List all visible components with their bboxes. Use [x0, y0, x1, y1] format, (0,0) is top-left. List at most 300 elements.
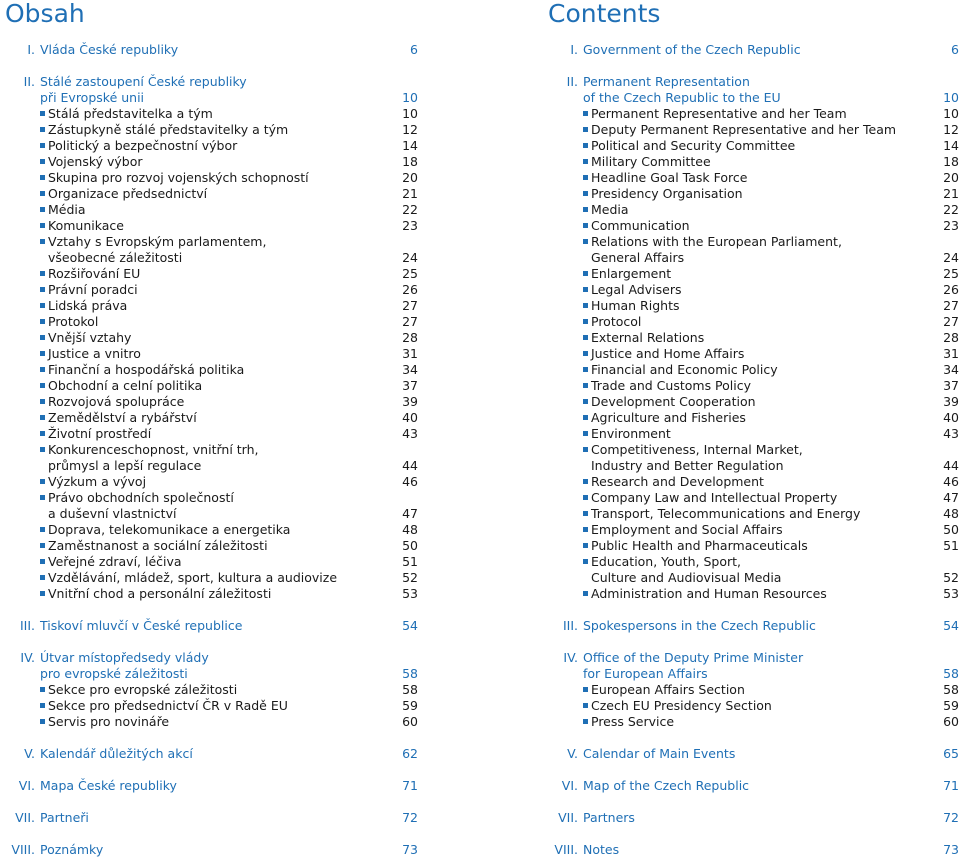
toc-section-entry[interactable]	[548, 42, 959, 58]
page-number: 12	[943, 122, 959, 137]
toc-subsection-entry[interactable]	[548, 522, 959, 538]
toc-subsection-entry[interactable]	[548, 362, 959, 378]
subsection-title: Zástupkyně stálé představitelky a tým	[48, 122, 289, 137]
toc-subsection-entry[interactable]	[548, 330, 959, 346]
toc-section-entry[interactable]	[5, 810, 418, 826]
page-number: 54	[943, 618, 959, 633]
toc-subsection-entry[interactable]	[548, 186, 959, 202]
page-number: 59	[943, 698, 959, 713]
bullet-square-icon	[40, 479, 45, 484]
subsection-title: External Relations	[591, 330, 705, 345]
toc-subsection-entry[interactable]	[548, 202, 959, 218]
page-number: 72	[402, 810, 418, 825]
toc-subsection-entry[interactable]	[548, 490, 959, 506]
bullet-square-icon	[583, 399, 588, 404]
subsection-title: Média	[48, 202, 86, 217]
toc-section-entry[interactable]	[548, 666, 959, 682]
toc-subsection-entry[interactable]	[548, 282, 959, 298]
toc-subsection-entry[interactable]	[548, 170, 959, 186]
toc-subsection-entry[interactable]	[548, 218, 959, 234]
page-number: 44	[402, 458, 418, 473]
toc-section-entry[interactable]	[5, 746, 418, 762]
bullet-square-icon	[40, 335, 45, 340]
toc-section-entry[interactable]	[548, 842, 959, 858]
toc-subsection-entry[interactable]	[5, 154, 418, 170]
toc-subsection-entry[interactable]	[548, 538, 959, 554]
subsection-title: Media	[591, 202, 629, 217]
section-title: Poznámky	[40, 842, 104, 857]
page-number: 65	[943, 746, 959, 761]
subsection-title: Education, Youth, Sport,	[591, 554, 742, 569]
page-number: 14	[402, 138, 418, 153]
bullet-square-icon	[583, 127, 588, 132]
subsection-title: Legal Advisers	[591, 282, 682, 297]
bullet-square-icon	[40, 111, 45, 116]
bullet-square-icon	[40, 303, 45, 308]
toc-subsection-entry[interactable]	[5, 330, 418, 346]
section-title: Stálé zastoupení České republiky	[40, 74, 247, 89]
bullet-square-icon	[40, 127, 45, 132]
page-number: 25	[402, 266, 418, 281]
page-number: 58	[402, 682, 418, 697]
bullet-square-icon	[40, 159, 45, 164]
toc-subsection-entry[interactable]	[548, 266, 959, 282]
toc-subsection-entry[interactable]	[5, 682, 418, 698]
page-number: 31	[402, 346, 418, 361]
bullet-square-icon	[583, 479, 588, 484]
bullet-square-icon	[583, 687, 588, 692]
section-number: II.	[23, 74, 35, 89]
section-title: Government of the Czech Republic	[583, 42, 801, 57]
toc-section-entry[interactable]	[5, 778, 418, 794]
bullet-square-icon	[40, 351, 45, 356]
subsection-title: Komunikace	[48, 218, 124, 233]
toc-subsection-entry[interactable]	[548, 378, 959, 394]
toc-subsection-entry[interactable]	[5, 426, 418, 442]
page-number: 47	[402, 506, 418, 521]
section-number: I.	[570, 42, 578, 57]
subsection-title: a duševní vlastnictví	[48, 506, 177, 521]
toc-subsection-entry[interactable]	[5, 698, 418, 714]
page-number: 37	[402, 378, 418, 393]
section-number: I.	[27, 42, 35, 57]
subsection-title: Czech EU Presidency Section	[591, 698, 772, 713]
subsection-title: Rozšiřování EU	[48, 266, 141, 281]
bullet-square-icon	[583, 143, 588, 148]
bullet-square-icon	[40, 415, 45, 420]
bullet-square-icon	[40, 223, 45, 228]
subsection-title: Justice and Home Affairs	[591, 346, 745, 361]
page-number: 6	[410, 42, 418, 57]
section-title: Kalendář důležitých akcí	[40, 746, 193, 761]
bullet-square-icon	[40, 431, 45, 436]
toc-subsection-entry[interactable]	[5, 314, 418, 330]
page-number: 50	[402, 538, 418, 553]
bullet-square-icon	[583, 543, 588, 548]
bullet-square-icon	[583, 223, 588, 228]
toc-subsection-entry[interactable]	[5, 490, 418, 506]
toc-subsection-entry[interactable]	[5, 282, 418, 298]
page-number: 25	[943, 266, 959, 281]
page-number: 6	[951, 42, 959, 57]
subsection-title: Právní poradci	[48, 282, 138, 297]
bullet-square-icon	[583, 383, 588, 388]
bullet-square-icon	[40, 575, 45, 580]
toc-subsection-entry[interactable]	[5, 202, 418, 218]
page-number: 21	[943, 186, 959, 201]
subsection-title: Právo obchodních společností	[48, 490, 234, 505]
toc-subsection-entry[interactable]	[548, 138, 959, 154]
toc-subsection-entry[interactable]	[5, 250, 418, 266]
subsection-title: Communication	[591, 218, 690, 233]
toc-subsection-entry[interactable]	[5, 362, 418, 378]
toc-section-entry[interactable]	[548, 810, 959, 826]
page-number: 47	[943, 490, 959, 505]
subsection-title: Employment and Social Affairs	[591, 522, 783, 537]
subsection-title: Obchodní a celní politika	[48, 378, 203, 393]
page-number: 58	[943, 682, 959, 697]
subsection-title: Organizace předsednictví	[48, 186, 208, 201]
bullet-square-icon	[583, 703, 588, 708]
subsection-title: Stálá představitelka a tým	[48, 106, 213, 121]
page-number: 28	[943, 330, 959, 345]
section-number: VIII.	[11, 842, 35, 857]
toc-subsection-entry[interactable]	[5, 410, 418, 426]
toc-subsection-entry[interactable]	[5, 554, 418, 570]
page-number: 14	[943, 138, 959, 153]
bullet-square-icon	[583, 351, 588, 356]
toc-subsection-entry[interactable]	[548, 346, 959, 362]
bullet-square-icon	[583, 287, 588, 292]
bullet-square-icon	[583, 271, 588, 276]
bullet-square-icon	[583, 239, 588, 244]
toc-section-entry[interactable]	[548, 74, 959, 90]
bullet-square-icon	[583, 511, 588, 516]
page-number: 73	[402, 842, 418, 857]
page-number: 18	[402, 154, 418, 169]
section-title: Mapa České republiky	[40, 778, 177, 793]
page-number: 26	[402, 282, 418, 297]
page-number: 60	[402, 714, 418, 729]
toc-subsection-entry[interactable]	[548, 474, 959, 490]
page-number: 73	[943, 842, 959, 857]
section-number: II.	[566, 74, 578, 89]
bullet-square-icon	[583, 303, 588, 308]
toc-subsection-entry[interactable]	[5, 106, 418, 122]
bullet-square-icon	[40, 399, 45, 404]
section-title: při Evropské unii	[40, 90, 145, 105]
page-number: 58	[943, 666, 959, 681]
toc-subsection-entry[interactable]	[548, 458, 959, 474]
toc-section-entry[interactable]	[5, 842, 418, 858]
subsection-title: Lidská práva	[48, 298, 128, 313]
page-number: 48	[943, 506, 959, 521]
bullet-square-icon	[583, 559, 588, 564]
toc-subsection-entry[interactable]	[548, 250, 959, 266]
section-title: Partners	[583, 810, 635, 825]
toc-section-entry[interactable]	[5, 650, 418, 666]
section-number: VIII.	[554, 842, 578, 857]
toc-subsection-entry[interactable]	[548, 394, 959, 410]
section-title: Notes	[583, 842, 620, 857]
section-title: Map of the Czech Republic	[583, 778, 750, 793]
subsection-title: Konkurenceschopnost, vnitřní trh,	[48, 442, 259, 457]
toc-subsection-entry[interactable]	[548, 682, 959, 698]
toc-subsection-entry[interactable]	[5, 586, 418, 602]
page-number: 53	[943, 586, 959, 601]
toc-subsection-entry[interactable]	[548, 106, 959, 122]
page-number: 71	[943, 778, 959, 793]
subsection-title: Doprava, telekomunikace a energetika	[48, 522, 291, 537]
subsection-title: Vojenský výbor	[48, 154, 143, 169]
toc-section-entry[interactable]	[548, 778, 959, 794]
subsection-title: Veřejné zdraví, léčiva	[48, 554, 182, 569]
subsection-title: Transport, Telecommunications and Energy	[591, 506, 861, 521]
subsection-title: Deputy Permanent Representative and her Team	[591, 122, 897, 137]
bullet-square-icon	[40, 447, 45, 452]
toc-heading: Obsah	[5, 0, 85, 28]
page-number: 27	[402, 298, 418, 313]
toc-subsection-entry[interactable]	[548, 714, 959, 730]
bullet-square-icon	[40, 495, 45, 500]
bullet-square-icon	[583, 431, 588, 436]
bullet-square-icon	[40, 271, 45, 276]
subsection-title: Výzkum a vývoj	[48, 474, 147, 489]
section-title: Tiskoví mluvčí v České republice	[40, 618, 243, 633]
page-number: 44	[943, 458, 959, 473]
toc-subsection-entry[interactable]	[548, 410, 959, 426]
subsection-title: Company Law and Intellectual Property	[591, 490, 838, 505]
toc-section-entry[interactable]	[5, 618, 418, 634]
bullet-square-icon	[583, 719, 588, 724]
section-number: IV.	[563, 650, 578, 665]
toc-section-entry[interactable]	[5, 90, 418, 106]
page-number: 40	[943, 410, 959, 425]
page-number: 58	[402, 666, 418, 681]
bullet-square-icon	[40, 591, 45, 596]
subsection-title: Human Rights	[591, 298, 680, 313]
subsection-title: průmysl a lepší regulace	[48, 458, 202, 473]
section-title: for European Affairs	[583, 666, 708, 681]
bullet-square-icon	[40, 559, 45, 564]
toc-section-entry[interactable]	[5, 666, 418, 682]
toc-subsection-entry[interactable]	[5, 234, 418, 250]
page-number: 43	[943, 426, 959, 441]
page-number: 59	[402, 698, 418, 713]
subsection-title: Competitiveness, Internal Market,	[591, 442, 803, 457]
page-number: 10	[943, 106, 959, 121]
toc-subsection-entry[interactable]	[548, 234, 959, 250]
toc-subsection-entry[interactable]	[548, 122, 959, 138]
subsection-title: Finanční a hospodářská politika	[48, 362, 245, 377]
subsection-title: Financial and Economic Policy	[591, 362, 778, 377]
section-title: Office of the Deputy Prime Minister	[583, 650, 804, 665]
bullet-square-icon	[40, 543, 45, 548]
page-number: 23	[943, 218, 959, 233]
bullet-square-icon	[583, 591, 588, 596]
subsection-title: Permanent Representative and her Team	[591, 106, 847, 121]
bullet-square-icon	[40, 287, 45, 292]
toc-subsection-entry[interactable]	[5, 346, 418, 362]
page-number: 23	[402, 218, 418, 233]
subsection-title: Zemědělství a rybářství	[48, 410, 197, 425]
bullet-square-icon	[40, 527, 45, 532]
page-number: 28	[402, 330, 418, 345]
page-number: 24	[402, 250, 418, 265]
page-number: 50	[943, 522, 959, 537]
bullet-square-icon	[583, 415, 588, 420]
bullet-square-icon	[583, 527, 588, 532]
bullet-square-icon	[40, 239, 45, 244]
subsection-title: European Affairs Section	[591, 682, 745, 697]
page-number: 22	[402, 202, 418, 217]
subsection-title: Protokol	[48, 314, 99, 329]
toc-section-entry[interactable]	[548, 746, 959, 762]
toc-subsection-entry[interactable]	[5, 394, 418, 410]
page-number: 12	[402, 122, 418, 137]
page-number: 34	[402, 362, 418, 377]
bullet-square-icon	[40, 175, 45, 180]
toc-section-entry[interactable]	[548, 618, 959, 634]
subsection-title: všeobecné záležitosti	[48, 250, 183, 265]
toc-subsection-entry[interactable]	[548, 698, 959, 714]
subsection-title: Vztahy s Evropským parlamentem,	[48, 234, 267, 249]
toc-subsection-entry[interactable]	[5, 538, 418, 554]
toc-subsection-entry[interactable]	[548, 314, 959, 330]
toc-section-entry[interactable]	[548, 650, 959, 666]
subsection-title: Politický a bezpečnostní výbor	[48, 138, 238, 153]
section-title: Calendar of Main Events	[583, 746, 736, 761]
page-number: 31	[943, 346, 959, 361]
subsection-title: Industry and Better Regulation	[591, 458, 784, 473]
page-number: 46	[943, 474, 959, 489]
bullet-square-icon	[40, 703, 45, 708]
section-number: VII.	[558, 810, 578, 825]
page-number: 39	[943, 394, 959, 409]
toc-subsection-entry[interactable]	[548, 298, 959, 314]
subsection-title: Vzdělávání, mládež, sport, kultura a audiovize	[48, 570, 338, 585]
page-number: 53	[402, 586, 418, 601]
bullet-square-icon	[583, 495, 588, 500]
subsection-title: Vnitřní chod a personální záležitosti	[48, 586, 272, 601]
toc-subsection-entry[interactable]	[548, 154, 959, 170]
page-number: 40	[402, 410, 418, 425]
bullet-square-icon	[583, 111, 588, 116]
toc-section-entry[interactable]	[5, 74, 418, 90]
toc-subsection-entry[interactable]	[548, 570, 959, 586]
page-number: 72	[943, 810, 959, 825]
page-number: 26	[943, 282, 959, 297]
subsection-title: Research and Development	[591, 474, 764, 489]
toc-subsection-entry[interactable]	[5, 506, 418, 522]
toc-section-entry[interactable]	[5, 42, 418, 58]
toc-subsection-entry[interactable]	[5, 442, 418, 458]
bullet-square-icon	[583, 207, 588, 212]
page-number: 27	[943, 298, 959, 313]
page-number: 20	[402, 170, 418, 185]
section-number: VII.	[15, 810, 35, 825]
toc-section-entry[interactable]	[548, 90, 959, 106]
bullet-square-icon	[40, 367, 45, 372]
subsection-title: Relations with the European Parliament,	[591, 234, 842, 249]
subsection-title: Protocol	[591, 314, 642, 329]
toc-subsection-entry[interactable]	[5, 570, 418, 586]
page-number: 39	[402, 394, 418, 409]
toc-subsection-entry[interactable]	[5, 138, 418, 154]
bullet-square-icon	[40, 383, 45, 388]
section-title: Partneři	[40, 810, 89, 825]
toc-subsection-entry[interactable]	[548, 426, 959, 442]
section-number: III.	[562, 618, 578, 633]
page-number: 18	[943, 154, 959, 169]
subsection-title: Sekce pro evropské záležitosti	[48, 682, 238, 697]
section-number: VI.	[561, 778, 578, 793]
section-number: V.	[567, 746, 578, 761]
page-number: 10	[402, 90, 418, 105]
page-number: 51	[402, 554, 418, 569]
page-number: 60	[943, 714, 959, 729]
toc-subsection-entry[interactable]	[5, 122, 418, 138]
page-number: 54	[402, 618, 418, 633]
subsection-title: Trade and Customs Policy	[591, 378, 752, 393]
bullet-square-icon	[583, 191, 588, 196]
section-title: Permanent Representation	[583, 74, 750, 89]
bullet-square-icon	[40, 191, 45, 196]
page-number: 10	[943, 90, 959, 105]
bullet-square-icon	[583, 447, 588, 452]
toc-subsection-entry[interactable]	[5, 378, 418, 394]
page-number: 62	[402, 746, 418, 761]
bullet-square-icon	[40, 687, 45, 692]
bullet-square-icon	[40, 143, 45, 148]
toc-subsection-entry[interactable]	[5, 266, 418, 282]
toc-subsection-entry[interactable]	[548, 586, 959, 602]
toc-subsection-entry[interactable]	[5, 218, 418, 234]
toc-subsection-entry[interactable]	[548, 554, 959, 570]
page-number: 10	[402, 106, 418, 121]
section-title: Spokespersons in the Czech Republic	[583, 618, 816, 633]
subsection-title: Rozvojová spolupráce	[48, 394, 185, 409]
page-number: 21	[402, 186, 418, 201]
toc-subsection-entry[interactable]	[5, 458, 418, 474]
toc-subsection-entry[interactable]	[5, 186, 418, 202]
page-number: 52	[402, 570, 418, 585]
subsection-title: Press Service	[591, 714, 675, 729]
toc-subsection-entry[interactable]	[5, 714, 418, 730]
page-number: 43	[402, 426, 418, 441]
bullet-square-icon	[40, 207, 45, 212]
subsection-title: Military Committee	[591, 154, 711, 169]
toc-subsection-entry[interactable]	[5, 522, 418, 538]
subsection-title: Public Health and Pharmaceuticals	[591, 538, 808, 553]
page-number: 37	[943, 378, 959, 393]
toc-subsection-entry[interactable]	[548, 506, 959, 522]
section-title: Útvar místopředsedy vlády	[40, 650, 209, 665]
toc-subsection-entry[interactable]	[5, 298, 418, 314]
bullet-square-icon	[583, 175, 588, 180]
page-number: 24	[943, 250, 959, 265]
subsection-title: Životní prostředí	[48, 426, 152, 441]
toc-subsection-entry[interactable]	[5, 474, 418, 490]
toc-heading: Contents	[548, 0, 661, 28]
subsection-title: Zaměstnanost a sociální záležitosti	[48, 538, 268, 553]
subsection-title: Political and Security Committee	[591, 138, 796, 153]
subsection-title: Presidency Organisation	[591, 186, 743, 201]
toc-subsection-entry[interactable]	[5, 170, 418, 186]
bullet-square-icon	[40, 719, 45, 724]
toc-subsection-entry[interactable]	[548, 442, 959, 458]
subsection-title: Development Cooperation	[591, 394, 756, 409]
